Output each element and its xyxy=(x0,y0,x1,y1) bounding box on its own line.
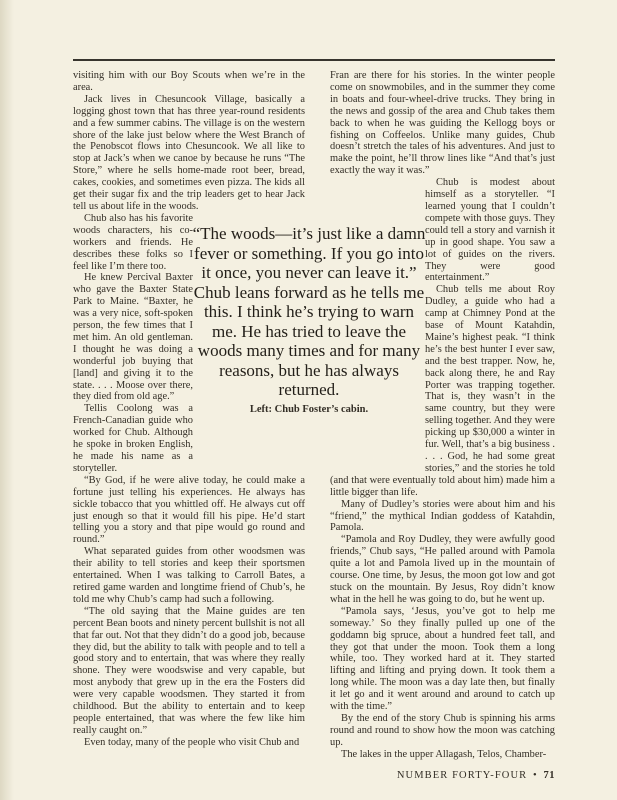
body-paragraph: “The old saying that the Maine guides are ten percent Bean boots and ninety percent bullshit is not all that far out. Not that they didn’t do a good job, because they did, but the ability to talk with people and to tell a good story and to entertain, that was where they really shone. They were woodswise and very capable, but most anybody that grew up in the era the Fosters did were very capable woodsmen. They started it from childhood. But the ability to entertain and to keep people entertained, that was where the few like him really caught on.” xyxy=(73,605,305,736)
text-columns xyxy=(73,70,555,761)
body-paragraph: visiting him with our Boy Scouts when we’re in the area. xyxy=(73,70,305,93)
left-column xyxy=(73,70,305,761)
body-paragraph: Chub also has his favorite woods characters, his co-workers and friends. He describes these folks so I feel like I’m there too. xyxy=(73,212,193,272)
body-paragraph: Jack lives in Chesuncook Village, basically a logging ghost town that has three year-round residents and a few summer cabins. The village is on the western shore of the lake just below where the West Branch of the Penobscot flows into Chesuncook. We all like to stop at Jack’s when we canoe by because he runs “The Store,” where he sells home-made root beer, bread, cakes, cookies, and sometimes even pizza. The kids all get their sugar fix and the trip leaders get to hear Jack tell us about life in the woods. xyxy=(73,93,305,212)
body-paragraph: “Pamola and Roy Dudley, they were awfully good friends,” Chub says, “He palled around with Pamola quite a lot and Pamola lived up in the mountain of course. One time, by Jesus, the moon got low and got stuck on the mountain. By Jesus, Roy didn’t know what in the hell he was going to do, but he went up. xyxy=(330,534,555,605)
body-paragraph: The lakes in the upper Allagash, Telos, Chamber- xyxy=(341,748,547,760)
body-paragraph: Chub is modest about himself as a storyteller. “I learned young that I couldn’t compete with those guys. They could tell a story and varnish it up in good shape. You saw a lot of guides on the rivers. They were good entertainment.” xyxy=(425,177,555,284)
body-paragraph: He knew Percival Baxter who gave the Baxter State Park to Maine. “Baxter, he was a very nice, soft-spoken person, the few times that I met him. An old gentleman. I thought he was doing a wonderful job buying that [land] and giving it to the state. . . . Moose over there, they died from old age.” xyxy=(73,272,193,403)
top-rule xyxy=(73,59,555,61)
pull-quote-text: “The woods—it’s just like a damn fever or something. If you go into it once, you never can leave it.” Chub leans forward as he tells me this. I think he’s trying to warn me. He has tried to leave the woods many times and for many reasons, but he has always returned. xyxy=(192,224,426,399)
body-paragraph: Many of Dudley’s stories were about him and his “friend,” the mythical Indian goddess of Katahdin, Pamola. xyxy=(330,498,555,534)
page-footer xyxy=(397,770,555,781)
pull-quote xyxy=(191,224,427,415)
body-paragraph: Chub tells me about Roy Dudley, a guide who had a camp at Chimney Pond at the base of Mount Katahdin, Maine’s highest peak. “I think he’s the best hunter I ever saw, and the best trapper. Now, he, back along there, he and Ray Porter was trapping together. That is, they wasn’t in the same country, but they were selling together. And they were picking up $30,000 a winter in fur. Well, that’s a big business . . . . God, he had some great stories,” and the stories he told (and that were eventually told about him) made him a little bigger than life. xyxy=(330,284,555,498)
photo-caption: Left: Chub Foster’s cabin. xyxy=(249,403,369,415)
footer-page-number: 71 xyxy=(543,770,555,781)
body-paragraph: “By God, if he were alive today, he could make a fortune just telling his experiences. He always has sickle tobacco that you whittled off. He always cut off just enough so that it would fill his pipe. He’d start telling you a story and that pipe would go round and round.” xyxy=(73,474,305,546)
right-column xyxy=(330,70,555,761)
body-paragraph: What separated guides from other woodsmen was their ability to tell stories and keep their sportsmen entertained. When I was talking to Carroll Bates, a retired game warden and longtime friend of Chub’s, he told me why Chub’s camp had such a following. xyxy=(73,546,305,605)
footer-issue-title: NUMBER FORTY-FOUR xyxy=(396,770,528,781)
body-paragraph: Even today, many of the people who visit Chub and xyxy=(84,736,300,748)
body-paragraph: Tellis Coolong was a French-Canadian guide who worked for Chub. Although he spoke in broken English, he made his name as a storyteller. xyxy=(73,403,193,474)
body-paragraph: Fran are there for his stories. In the winter people come on snowmobiles, and in the summer they come in boats and four-wheel-drive trucks. They bring in the news and gossip of the area and Chub takes them back to when he was guiding the Kellogg boys or fishing on Coffeelos. Unlike many guides, Chub doesn’t stretch the tales of his adventures. And just to make the point, he’ll throw lines like “And that’s just exactly the way it was.” xyxy=(330,70,555,177)
body-paragraph: “Pamola says, ‘Jesus, you’ve got to help me someway.’ So they finally pulled up one of the goddamn big spruce, about a hundred feet tall, and they got that under the moon. Took them a long while, too. They worked hard at it. They started lifting and lifting and prying down. It took them a long while. The moon was a day late then, but finally it let go and it went around and around to catch up with the time.” xyxy=(330,605,555,713)
body-paragraph: By the end of the story Chub is spinning his arms round and round to show how the moon was catching up. xyxy=(330,712,555,748)
footer-bullet: • xyxy=(532,770,538,781)
